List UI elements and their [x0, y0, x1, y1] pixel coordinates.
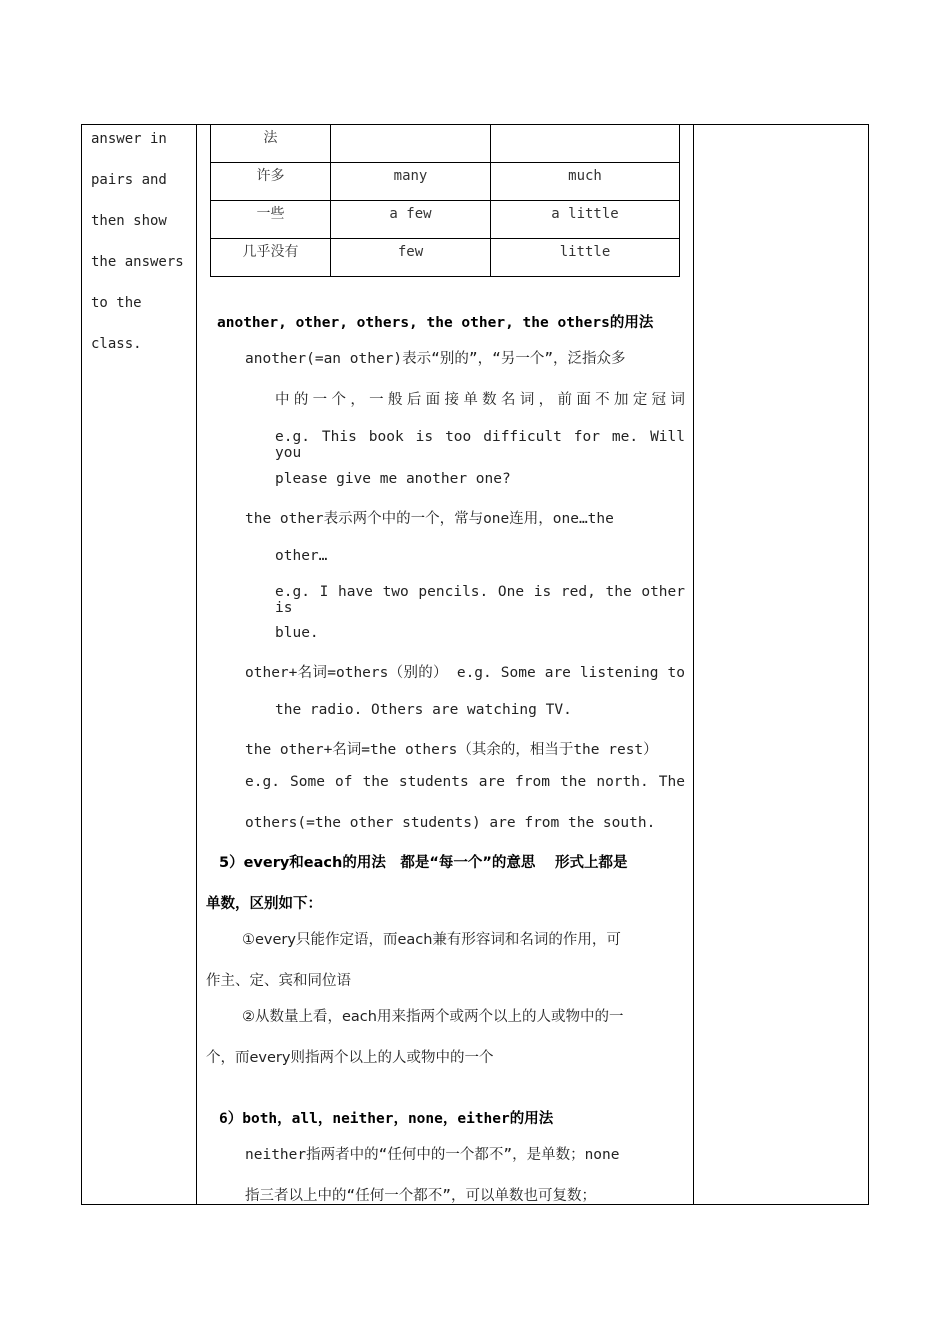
activity-column [91, 125, 193, 371]
text-line: the radio. Others are watching TV. [275, 702, 572, 718]
activity-line: then show [91, 213, 167, 229]
section-heading-both: 6）both，all，neither，none，either的用法 [219, 1111, 554, 1127]
lesson-table [81, 124, 869, 1205]
text-line: others(=the other students) are from the south. [245, 815, 656, 831]
table-cell: 许多 [211, 163, 331, 201]
activity-line: class. [91, 336, 142, 352]
section-heading-another: another, other, others, the other, the others的用法 [217, 315, 654, 331]
table-cell: a little [491, 201, 680, 239]
text-line: other… [275, 548, 328, 564]
section-heading-every: 5）every和each的用法 都是“每一个”的意思 形式上都是 [219, 855, 628, 871]
table-row [211, 239, 680, 277]
text-line: e.g. I have two pencils. One is red, the other is [275, 584, 685, 616]
activity-line: answer in [91, 131, 167, 147]
table-row [211, 125, 680, 163]
text-line: ②从数量上看，each用来指两个或两个以上的人或物中的一 [242, 1009, 624, 1025]
table-cell: 法 [211, 125, 331, 163]
text-line: 中的一个，一般后面接单数名词，前面不加定冠词 [275, 392, 685, 408]
activity-line: to the [91, 295, 142, 311]
text-line: another(=an other)表示“别的”，“另一个”，泛指众多 [245, 351, 626, 367]
quantifier-table [210, 125, 680, 277]
text-line: e.g. Some of the students are from the north. The [245, 774, 685, 790]
table-row [211, 201, 680, 239]
text-line: please give me another one? [275, 471, 511, 487]
table-cell: little [491, 239, 680, 277]
table-cell: much [491, 163, 680, 201]
table-cell [491, 125, 680, 163]
activity-line: pairs and [91, 172, 167, 188]
text-line: other+名词=others（别的） e.g. Some are listening to [245, 665, 685, 681]
table-cell: 一些 [211, 201, 331, 239]
section-heading-every-cont: 单数，区别如下： [206, 896, 322, 912]
table-cell [331, 125, 491, 163]
table-cell: a few [331, 201, 491, 239]
activity-line: the answers [91, 254, 184, 270]
text-line: neither指两者中的“任何中的一个都不”，是单数；none [245, 1147, 620, 1163]
text-line: ①every只能作定语，而each兼有形容词和名词的作用，可 [242, 932, 621, 948]
text-line: blue. [275, 625, 319, 641]
text-line: 指三者以上中的“任何一个都不”，可以单数也可复数； [245, 1188, 596, 1204]
text-line: 个，而every则指两个以上的人或物中的一个 [206, 1050, 494, 1066]
table-cell: many [331, 163, 491, 201]
text-line: 作主、定、宾和同位语 [206, 973, 351, 989]
table-cell: 几乎没有 [211, 239, 331, 277]
column-divider-2 [693, 125, 694, 1204]
column-divider-1 [196, 125, 197, 1204]
text-line: the other表示两个中的一个，常与one连用，one…the [245, 511, 614, 527]
table-cell: few [331, 239, 491, 277]
text-line: the other+名词=the others（其余的，相当于the rest） [245, 742, 658, 758]
table-row [211, 163, 680, 201]
text-line: e.g. This book is too difficult for me. Will you [275, 429, 685, 461]
